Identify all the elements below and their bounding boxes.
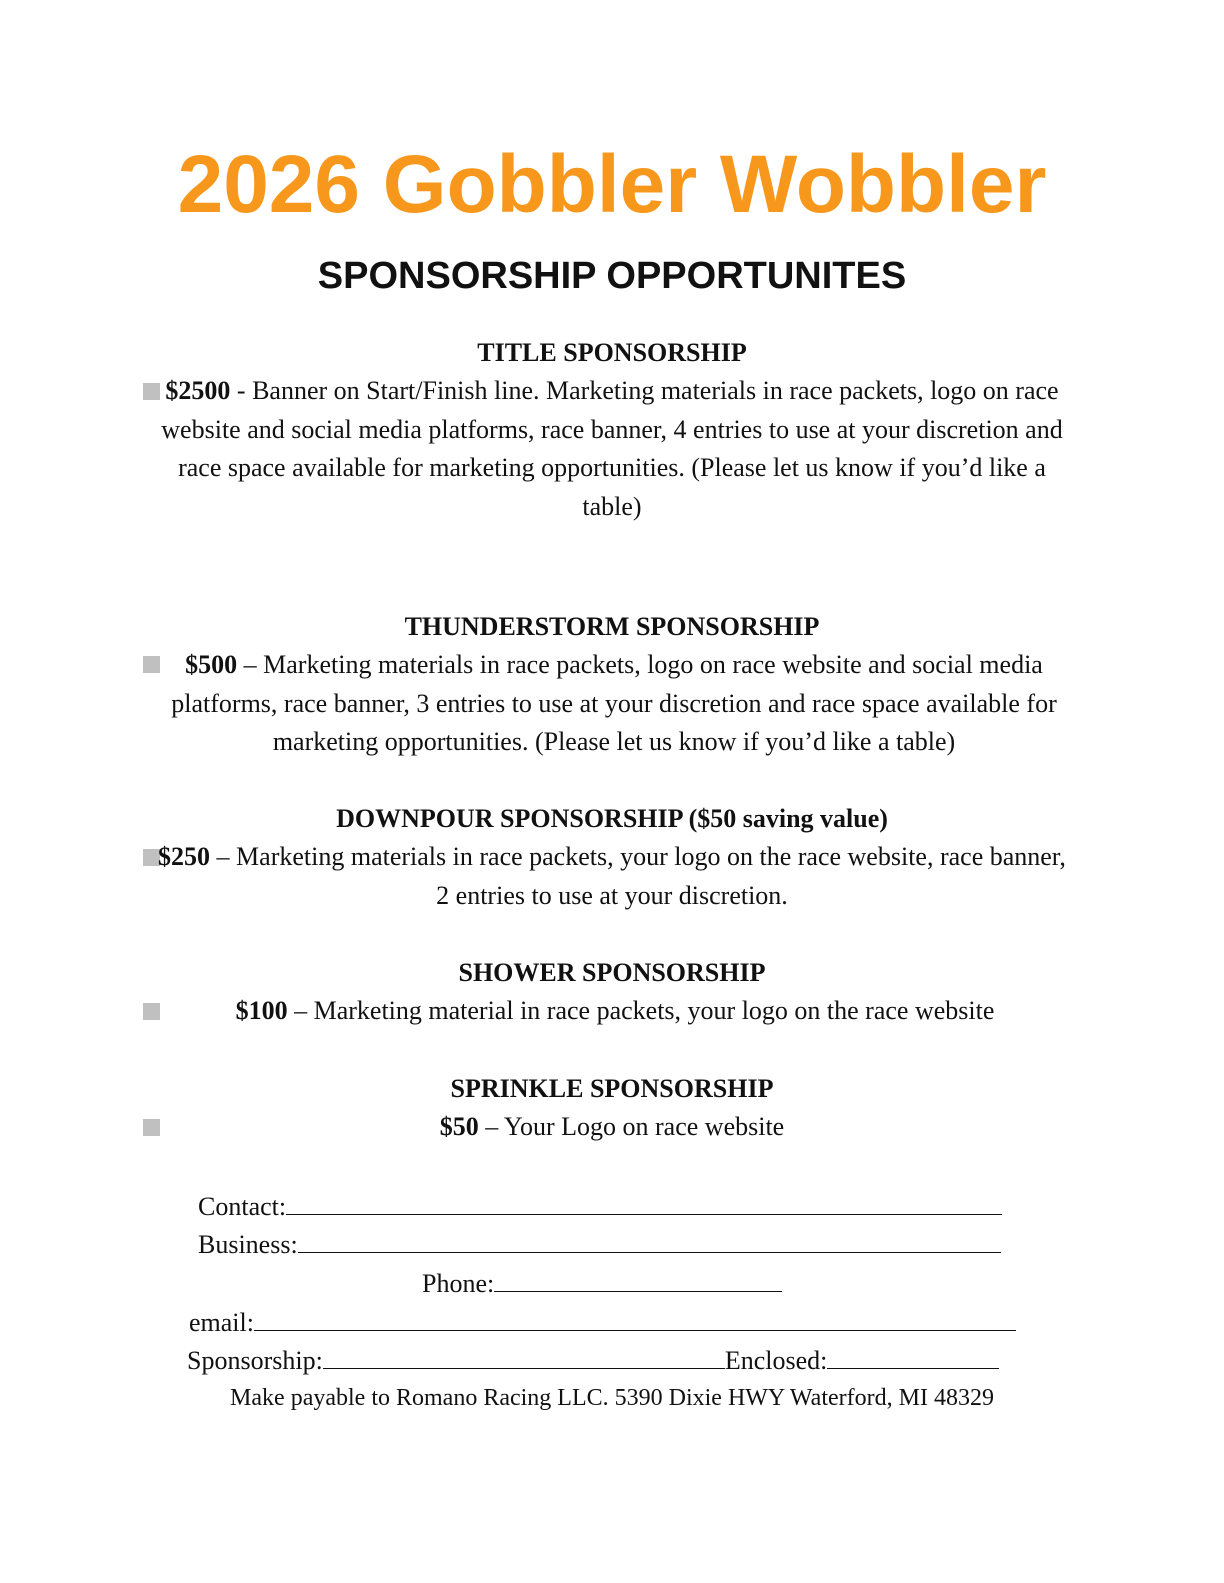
payable-note: Make payable to Romano Racing LLC. 5390 Dixie HWY Waterford, MI 48329 <box>230 1385 994 1411</box>
tier-description-sprinkle <box>150 1108 1074 1147</box>
tier-separator: – <box>478 1112 504 1141</box>
sponsorship-field[interactable] <box>323 1340 725 1369</box>
tier-price: $100 <box>235 996 288 1025</box>
phone-row <box>422 1263 782 1303</box>
tier-separator: – <box>287 996 314 1025</box>
sponsorship-label: Sponsorship: <box>187 1346 323 1375</box>
tier-heading-sprinkle: SPRINKLE SPONSORSHIP <box>450 1074 774 1103</box>
email-label: email: <box>189 1308 254 1337</box>
business-label: Business: <box>198 1230 298 1259</box>
tier-separator: – <box>237 650 264 679</box>
tier-heading-thunderstorm: THUNDERSTORM SPONSORSHIP <box>404 612 820 641</box>
tier-price: $250 <box>158 842 211 871</box>
contact-label: Contact: <box>198 1192 287 1221</box>
enclosed-label: Enclosed: <box>724 1346 828 1375</box>
tier-text: Your Logo on race website <box>503 1112 785 1141</box>
sponsorship-row <box>187 1340 999 1380</box>
page-title: 2026 Gobbler Wobbler <box>177 139 1047 230</box>
tier-separator: - <box>230 376 253 405</box>
tier-heading-shower: SHOWER SPONSORSHIP <box>458 958 766 987</box>
business-field[interactable] <box>298 1224 1001 1253</box>
phone-label: Phone: <box>422 1269 495 1298</box>
tier-price: $50 <box>439 1112 479 1141</box>
tier-text: Marketing materials in race packets, your logo on the race website, race banner, 2 entries to use at your discretion. <box>236 842 1066 910</box>
phone-field[interactable] <box>494 1263 782 1292</box>
enclosed-field[interactable] <box>827 1340 999 1369</box>
tier-heading-title: TITLE SPONSORSHIP <box>477 338 747 367</box>
email-field[interactable] <box>254 1302 1016 1331</box>
tier-price: $500 <box>185 650 238 679</box>
tier-heading-downpour: DOWNPOUR SPONSORSHIP ($50 saving value) <box>336 804 888 833</box>
tier-description-downpour <box>150 838 1074 915</box>
tier-description-shower <box>170 992 1060 1031</box>
tier-description-title <box>150 372 1074 526</box>
checkbox-shower-sponsorship[interactable] <box>143 1003 160 1020</box>
contact-row <box>198 1186 1002 1226</box>
business-row <box>198 1224 1001 1264</box>
email-row <box>189 1302 1016 1342</box>
page-subtitle: SPONSORSHIP OPPORTUNITES <box>317 255 907 297</box>
tier-text: Marketing materials in race packets, logo on race website and social media platforms, race banner, 3 entries to use at your discretion and race space available for marketing opportunities. (Please let us know if you’d like a table) <box>171 650 1057 756</box>
contact-field[interactable] <box>286 1186 1002 1215</box>
tier-price: $2500 <box>165 376 231 405</box>
tier-text: Banner on Start/Finish line. Marketing materials in race packets, logo on race website and social media platforms, race banner, 4 entries to use at your discretion and race space available for marketing opportunities. (Please let us know if you’d like a table) <box>161 376 1063 521</box>
tier-description-thunderstorm <box>158 646 1070 762</box>
tier-separator: – <box>210 842 237 871</box>
tier-text: Marketing material in race packets, your logo on the race website <box>313 996 995 1025</box>
